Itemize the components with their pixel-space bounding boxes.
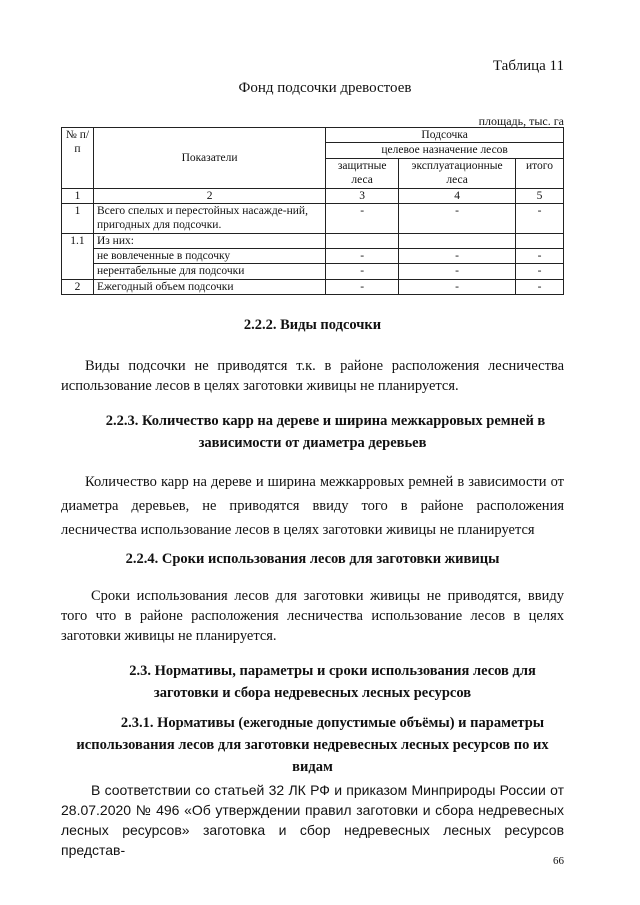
row-value [516, 233, 564, 248]
table-row [62, 279, 564, 294]
row-value: - [326, 249, 399, 264]
section-heading-2-3 [61, 660, 564, 704]
row-no: 1 [62, 203, 94, 233]
table-unit: площадь, тыс. га [478, 114, 564, 128]
row-value [326, 233, 399, 248]
heading-line: 2.3.1. Нормативы (ежегодные допустимые объёмы) и параметры [120, 715, 545, 731]
row-label: Всего спелых и перестойных насажде-ний, пригодных для подсочки. [93, 203, 325, 233]
row-label: не вовлеченные в подсочку [93, 249, 325, 264]
index-cell: 3 [326, 188, 399, 203]
table-header-row [62, 128, 564, 143]
row-value: - [516, 279, 564, 294]
page-number: 66 [553, 855, 564, 867]
row-value [399, 233, 516, 248]
section-heading-2-2-2: 2.2.2. Виды подсочки [243, 317, 382, 333]
row-value: - [399, 203, 516, 233]
header-subgroup: целевое назначение лесов [326, 143, 564, 158]
row-no [62, 249, 94, 264]
header-protective: защитные леса [326, 158, 399, 188]
section-heading-2-2-4: 2.2.4. Сроки использования лесов для заготовки живицы [125, 551, 500, 567]
index-cell: 1 [62, 188, 94, 203]
table-row [62, 233, 564, 248]
row-no: 1.1 [62, 233, 94, 248]
heading-line: 2.3. Нормативы, параметры и сроки использования лесов для [129, 663, 536, 679]
index-cell: 5 [516, 188, 564, 203]
row-value: - [516, 249, 564, 264]
header-exploitation: эксплуатационные леса [399, 158, 516, 188]
row-value: - [399, 279, 516, 294]
heading-line: заготовки и сбора недревесных лесных ресурсов [153, 685, 472, 701]
heading-line: зависимости от диаметра деревьев [198, 435, 427, 451]
header-group: Подсочка [326, 128, 564, 143]
row-value: - [399, 264, 516, 279]
header-indicator: Показатели [93, 128, 325, 189]
table-index-row [62, 188, 564, 203]
row-value: - [326, 203, 399, 233]
section-text-2-2-4: Сроки использования лесов для заготовки живицы не приводятся, ввиду того что в районе расположения лесничества использование лесов в целях заготовки живицы не планируется. [61, 588, 564, 644]
row-value: - [326, 279, 399, 294]
heading-line: 2.2.3. Количество карр на дереве и ширина межкарровых ремней в [105, 413, 546, 429]
row-value: - [516, 264, 564, 279]
index-cell: 4 [399, 188, 516, 203]
table-row [62, 203, 564, 233]
row-no [62, 264, 94, 279]
table-row [62, 264, 564, 279]
heading-line: использования лесов для заготовки недревесных лесных ресурсов по их [76, 737, 549, 753]
row-value: - [326, 264, 399, 279]
row-value: - [516, 203, 564, 233]
row-value: - [399, 249, 516, 264]
section-text-2-2-3: Количество карр на дереве и ширина межкарровых ремней в зависимости от диаметра деревьев, не приводятся ввиду того в районе расположения лесничества использование лесов в целях заготовки живицы не планируется [61, 474, 564, 538]
row-label: Ежегодный объем подсочки [93, 279, 325, 294]
section-heading-2-3-1 [61, 712, 564, 778]
table-title: Фонд подсочки древостоев [238, 80, 412, 96]
section-text-2-2-2: Виды подсочки не приводятся т.к. в районе расположения лесничества использование лесов в целях заготовки живицы не планируется. [61, 358, 564, 394]
section-heading-2-2-3 [61, 410, 564, 454]
heading-line: видам [292, 759, 333, 775]
header-total: итого [516, 158, 564, 188]
index-cell: 2 [93, 188, 325, 203]
row-label: нерентабельные для подсочки [93, 264, 325, 279]
section-text-2-3-1: В соответствии со статьей 32 ЛК РФ и приказом Минприроды России от 28.07.2020 № 496 «Об утверждении правил заготовки и сбора недревесных лесных ресурсов» заготовка и сбор недревесных лесных ресурсов представ- [61, 782, 564, 858]
harvest-fund-table [61, 127, 564, 295]
row-no: 2 [62, 279, 94, 294]
table-number: Таблица 11 [492, 58, 564, 74]
header-no: № п/п [62, 128, 94, 189]
row-label: Из них: [93, 233, 325, 248]
table-row [62, 249, 564, 264]
